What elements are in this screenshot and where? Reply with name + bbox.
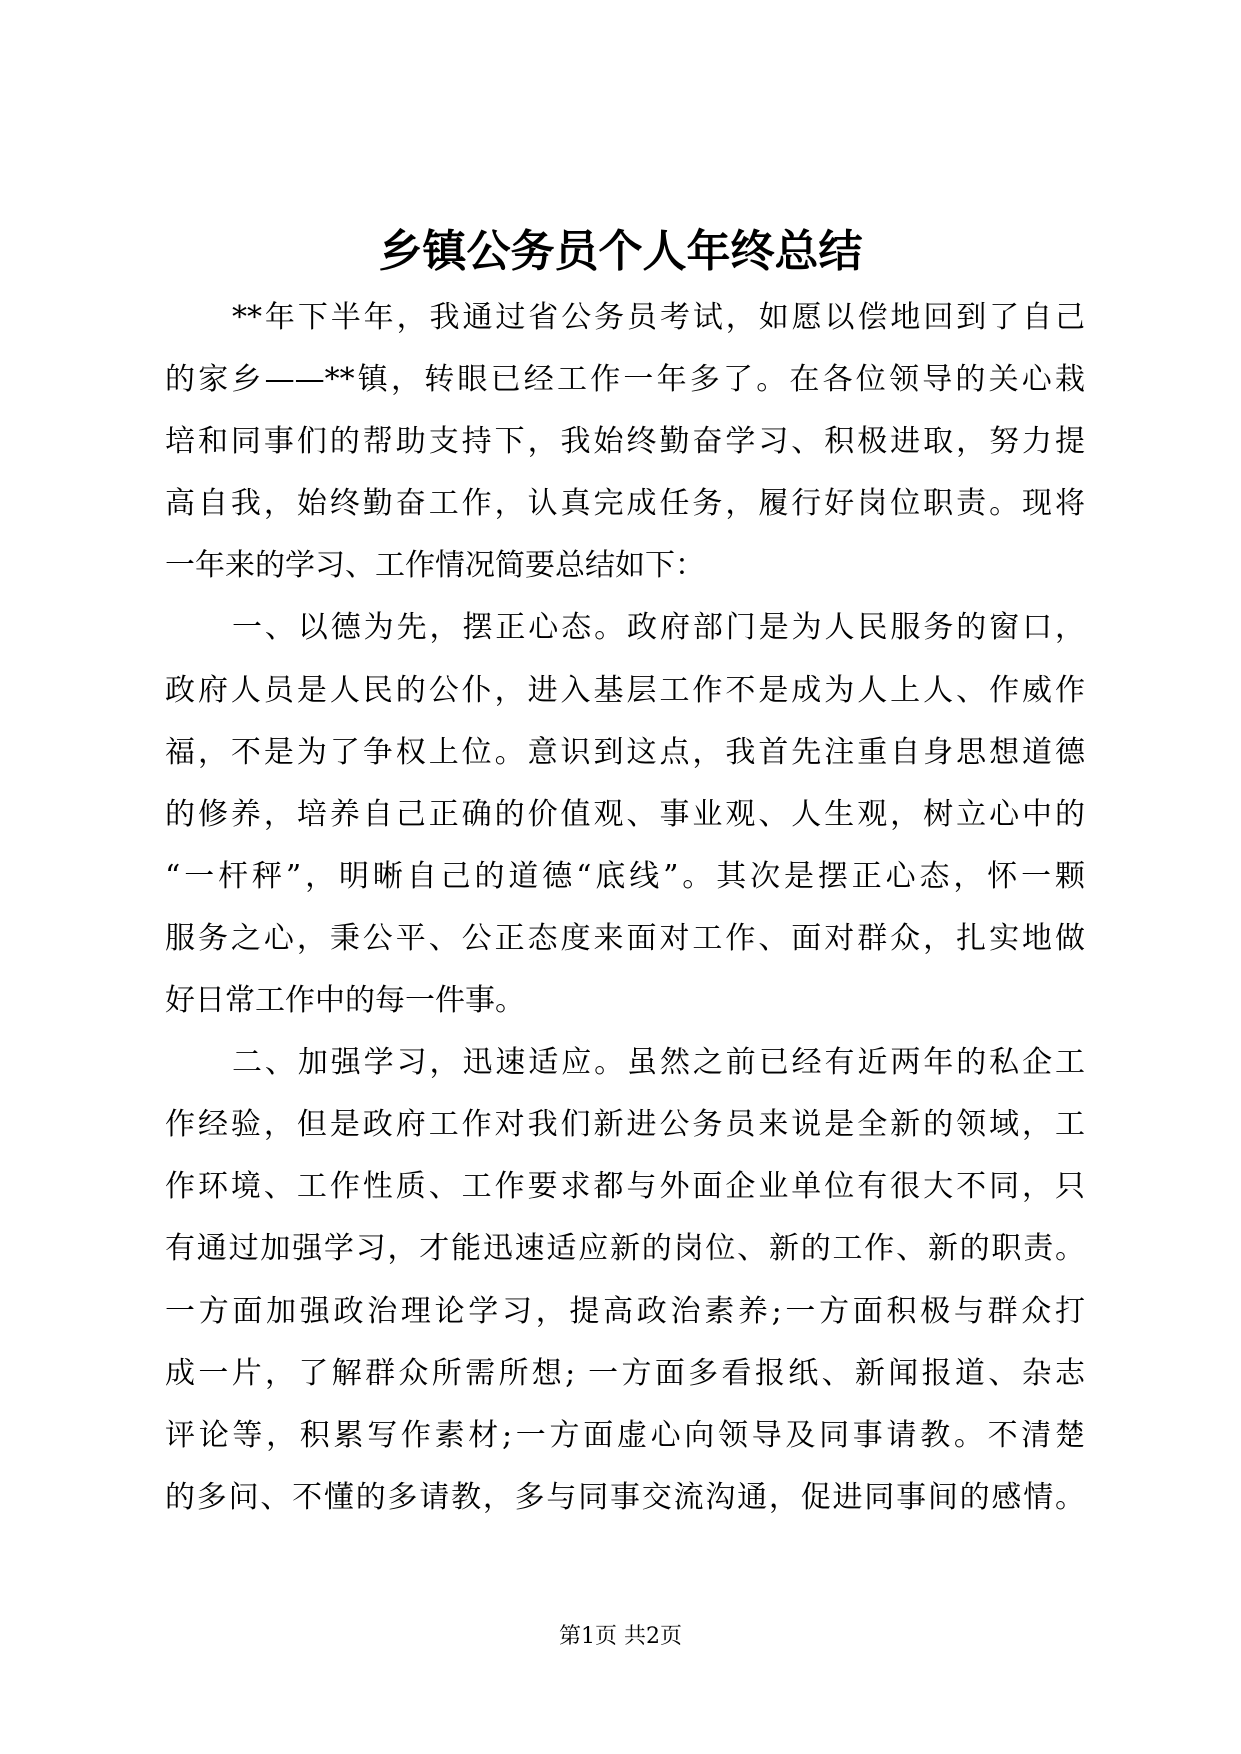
text-line: 福，不是为了争权上位。意识到这点，我首先注重自身思想道德 [165, 734, 1085, 770]
text-line: 的多问、不懂的多请教，多与同事交流沟通，促进同事间的感情。 [165, 1479, 1085, 1515]
text-line: 政府人员是人民的公仆，进入基层工作不是成为人上人、作威作 [165, 672, 1085, 708]
page-footer: 第1页 共2页 [559, 1624, 682, 1649]
text-line: 一、以德为先，摆正心态。政府部门是为人民服务的窗口， [232, 610, 1085, 646]
paragraph [165, 1032, 1085, 1529]
text-line: 服务之心，秉公平、公正态度来面对工作、面对群众，扎实地做 [165, 920, 1085, 956]
text-line: 评论等，积累写作素材;一方面虚心向领导及同事请教。不清楚 [165, 1417, 1085, 1453]
text-line: 的修养，培养自己正确的价值观、事业观、人生观，树立心中的 [165, 796, 1085, 832]
text-line: 二、加强学习，迅速适应。虽然之前已经有近两年的私企工 [232, 1045, 1085, 1081]
document-body [165, 287, 1085, 1529]
text-line: 有通过加强学习，才能迅速适应新的岗位、新的工作、新的职责。 [165, 1231, 1085, 1267]
paragraph [165, 287, 1085, 597]
text-line: 培和同事们的帮助支持下，我始终勤奋学习、积极进取，努力提 [165, 424, 1085, 460]
text-line: 成一片，了解群众所需所想; 一方面多看报纸、新闻报道、杂志 [165, 1355, 1085, 1391]
text-line: 作经验，但是政府工作对我们新进公务员来说是全新的领域，工 [165, 1107, 1085, 1143]
text-line: 一方面加强政治理论学习，提高政治素养;一方面积极与群众打 [165, 1293, 1085, 1329]
text-line: 一年来的学习、工作情况简要总结如下： [165, 548, 705, 584]
text-line: 高自我，始终勤奋工作，认真完成任务，履行好岗位职责。现将 [165, 486, 1085, 522]
document-title: 乡镇公务员个人年终总结 [378, 226, 863, 277]
paragraph [165, 597, 1085, 1032]
text-line: 的家乡——**镇，转眼已经工作一年多了。在各位领导的关心栽 [165, 362, 1085, 398]
text-line: 作环境、工作性质、工作要求都与外面企业单位有很大不同，只 [165, 1169, 1085, 1205]
text-line: “一杆秤”，明晰自己的道德“底线”。其次是摆正心态，怀一颗 [165, 858, 1085, 894]
text-line: 好日常工作中的每一件事。 [165, 983, 525, 1019]
text-line: **年下半年，我通过省公务员考试，如愿以偿地回到了自己 [232, 300, 1085, 335]
